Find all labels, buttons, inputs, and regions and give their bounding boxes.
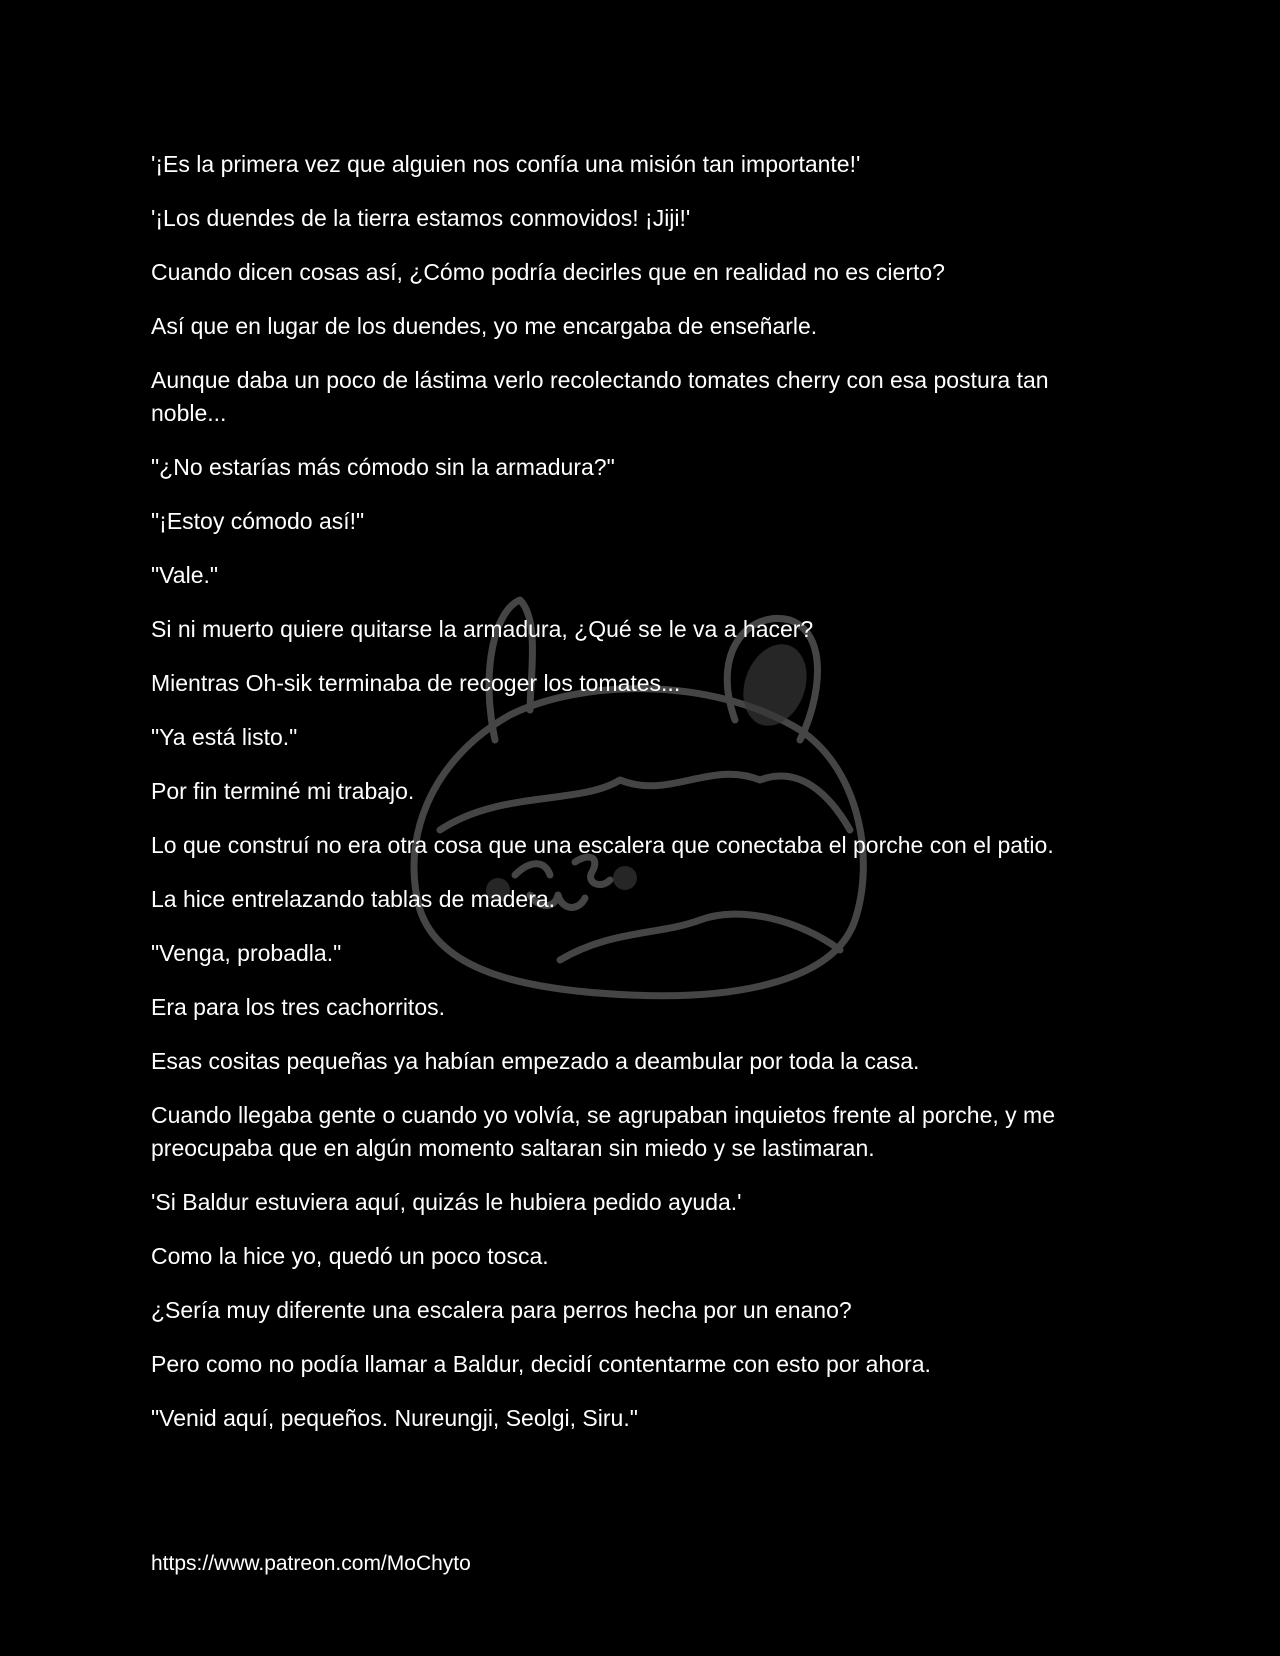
paragraph: Era para los tres cachorritos. [151, 994, 446, 1020]
paragraph: '¡Los duendes de la tierra estamos conmovidos! ¡Jiji!' [151, 205, 691, 231]
paragraph: Mientras Oh-sik terminaba de recoger los tomates... [151, 670, 681, 696]
paragraph: Lo que construí no era otra cosa que una escalera que conectaba el porche con el patio. [151, 832, 1054, 858]
patreon-link[interactable]: https://www.patreon.com/MoChyto [151, 1552, 471, 1575]
paragraph: Si ni muerto quiere quitarse la armadura, ¿Qué se le va a hacer? [151, 616, 814, 642]
paragraph: "Vale." [151, 562, 219, 588]
paragraph: Por fin terminé mi trabajo. [151, 778, 415, 804]
paragraph: "Venga, probadla." [151, 940, 342, 966]
paragraph: "¿No estarías más cómodo sin la armadura?" [151, 454, 615, 480]
paragraph: '¡Es la primera vez que alguien nos confía una misión tan importante!' [151, 151, 861, 177]
chapter-text [151, 148, 1111, 1456]
paragraph: Así que en lugar de los duendes, yo me encargaba de enseñarle. [151, 313, 818, 339]
paragraph: La hice entrelazando tablas de madera. [151, 886, 556, 912]
paragraph: "Ya está listo." [151, 724, 298, 750]
paragraph: 'Si Baldur estuviera aquí, quizás le hubiera pedido ayuda.' [151, 1189, 742, 1215]
paragraph: Cuando dicen cosas así, ¿Cómo podría decirles que en realidad no es cierto? [151, 259, 945, 285]
paragraph: Como la hice yo, quedó un poco tosca. [151, 1243, 549, 1269]
paragraph: Pero como no podía llamar a Baldur, decidí contentarme con esto por ahora. [151, 1351, 931, 1377]
paragraph: Aunque daba un poco de lástima verlo recolectando tomates cherry con esa postura tan noble... [151, 367, 1049, 426]
paragraph: Cuando llegaba gente o cuando yo volvía, se agrupaban inquietos frente al porche, y me preocupaba que en algún momento saltaran sin miedo y se lastimaran. [151, 1102, 1056, 1161]
paragraph: ¿Sería muy diferente una escalera para perros hecha por un enano? [151, 1297, 852, 1323]
paragraph: Esas cositas pequeñas ya habían empezado a deambular por toda la casa. [151, 1048, 920, 1074]
paragraph: "¡Estoy cómodo así!" [151, 508, 365, 534]
paragraph: "Venid aquí, pequeños. Nureungji, Seolgi, Siru." [151, 1405, 638, 1431]
